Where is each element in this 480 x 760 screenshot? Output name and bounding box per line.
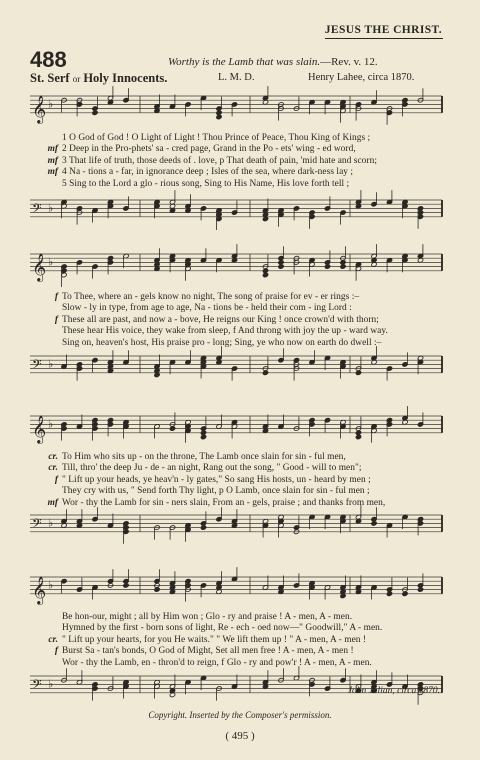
dynamic-marking xyxy=(30,486,62,497)
lyric-text: Hymned by the first - born sons of light, Re - ech - oed now—" Goodwill," A - men. xyxy=(62,623,383,634)
lyric-text: To Thee, where an - gels know no night, The song of praise for ev - er rings :– xyxy=(62,292,360,302)
tune-name-alternate: Holy Innocents. xyxy=(83,71,168,85)
lyric-text: These all are past, and now a - bove, He reigns our King ! once crown'd with thorn; xyxy=(62,314,379,325)
lyric-text: Wor - thy the Lamb for sin - ners slain, From an - gels, praise ; and thanks from men, xyxy=(62,497,386,508)
lyric-line xyxy=(30,623,442,634)
lyric-line xyxy=(30,167,442,178)
lyric-text: " Lift up your heads, ye heav'n - ly gates," So sang His hosts, un - heard by men ; xyxy=(62,474,371,485)
lyric-line xyxy=(30,315,442,326)
treble-clef-icon: 𝄞 xyxy=(32,575,47,604)
dynamic-marking: mf xyxy=(47,144,58,155)
author-credit: John Julian, circa 1870. xyxy=(347,686,440,696)
bass-clef-icon: 𝄢 xyxy=(32,200,42,219)
lyric-line xyxy=(30,452,442,463)
tune-name-or: or xyxy=(72,74,81,84)
lyric-text: To Him who sits up - on the throne, The Lamb once slain for sin - ful men, xyxy=(62,452,346,462)
lyric-line xyxy=(30,486,442,497)
lyrics-block-2 xyxy=(30,292,442,349)
epigraph xyxy=(168,56,378,68)
running-title: JESUS THE CHRIST. xyxy=(324,24,442,36)
dynamic-marking: mf xyxy=(47,167,58,178)
lyric-line xyxy=(30,612,442,623)
lyrics-block-1 xyxy=(30,133,442,190)
lyric-text: 4 Na - tions a - far, in ignorance deep ; Isles of the sea, where dark-ness lay ; xyxy=(62,167,354,178)
lyric-line xyxy=(30,475,442,486)
flat-sign-icon: ♭ xyxy=(48,97,54,111)
lyrics-block-4 xyxy=(30,612,442,669)
flat-sign-icon: ♭ xyxy=(48,255,54,269)
lyrics-block-3 xyxy=(30,452,442,509)
tune-name xyxy=(30,71,167,86)
bass-clef-icon: 𝄢 xyxy=(32,356,42,375)
epigraph-text: Worthy is the Lamb that was slain. xyxy=(168,56,321,68)
flat-sign-icon: ♭ xyxy=(48,357,54,371)
bass-clef-icon: 𝄢 xyxy=(32,676,42,695)
music-staff-bass-3 xyxy=(0,505,480,547)
lyric-line xyxy=(30,635,442,646)
music-staff-treble-1 xyxy=(0,86,480,136)
dynamic-marking: mf xyxy=(47,155,58,166)
tune-name-primary: St. Serf xyxy=(30,71,70,85)
flat-sign-icon: ♭ xyxy=(48,578,54,592)
dynamic-marking xyxy=(30,612,62,623)
flat-sign-icon: ♭ xyxy=(48,677,54,691)
dynamic-marking: cr. xyxy=(48,463,58,474)
treble-clef-icon: 𝄞 xyxy=(32,252,47,281)
flat-sign-icon: ♭ xyxy=(48,516,54,530)
lyric-text: They cry with us, " Send forth Thy light, p O Lamb, once slain for sin - ful men ; xyxy=(62,486,370,497)
bass-clef-icon: 𝄢 xyxy=(32,515,42,534)
lyric-line xyxy=(30,144,442,155)
epigraph-reference: —Rev. v. 12. xyxy=(320,56,378,68)
lyric-text: 5 Sing to the Lord a glo - rious song, Sing to His Name, His love forth tell ; xyxy=(62,178,350,189)
lyric-text: Sing on, heaven's host, His praise pro - long; Sing, ye who now on earth do dwell :– xyxy=(62,337,382,348)
dynamic-marking: mf xyxy=(47,497,58,508)
header-rule xyxy=(325,38,443,39)
lyric-text: 2 Deep in the Pro-phets' sa - cred page, Grand in the Po - ets' wing - ed word, xyxy=(62,144,356,155)
composer-credit: Henry Lahee, circa 1870. xyxy=(308,72,415,83)
lyric-line xyxy=(30,463,442,474)
lyric-text: 3 That life of truth, those deeds of . love, p That death of pain, 'mid hate and scorn; xyxy=(62,155,377,166)
page-number: ( 495 ) xyxy=(225,730,255,742)
dynamic-marking xyxy=(30,623,62,634)
lyric-line xyxy=(30,646,442,657)
dynamic-marking xyxy=(30,326,62,337)
lyric-line xyxy=(30,179,442,190)
lyric-text: Wor - thy the Lamb, en - thron'd to reign, f Glo - ry and pow'r ! A - men, A - men. xyxy=(62,657,372,668)
music-staff-treble-4 xyxy=(0,567,480,613)
hymn-number: 488 xyxy=(30,47,67,72)
lyric-text: Be hon-our, might ; all by Him won ; Glo - ry and praise ! A - men, A - men. xyxy=(62,612,353,622)
dynamic-marking xyxy=(30,133,62,144)
flat-sign-icon: ♭ xyxy=(48,201,54,215)
music-staff-treble-2 xyxy=(0,244,480,290)
lyric-text: Till, thro' the deep Ju - de - an night, Rang out the song, " Good - will to men"; xyxy=(62,463,362,474)
lyric-line xyxy=(30,133,442,144)
lyric-line xyxy=(30,326,442,337)
dynamic-marking: f xyxy=(54,292,58,302)
music-staff-bass-2 xyxy=(0,346,480,386)
music-staff-treble-3 xyxy=(0,406,480,452)
dynamic-marking: f xyxy=(54,474,58,485)
dynamic-marking: cr. xyxy=(48,634,58,645)
lyric-text: Slow - ly in type, from age to age, Na - tions be - held their com - ing Lord : xyxy=(62,303,352,314)
dynamic-marking: f xyxy=(54,646,58,657)
dynamic-marking xyxy=(30,179,62,190)
treble-clef-icon: 𝄞 xyxy=(32,414,47,443)
lyric-text: Burst Sa - tan's bonds, O God of Might, Set all men free ! A - men, A - men ! xyxy=(62,646,354,657)
meter: L. M. D. xyxy=(218,72,255,83)
treble-clef-icon: 𝄞 xyxy=(32,94,47,123)
lyric-line xyxy=(30,292,442,303)
lyric-text: " Lift up your hearts, for you He waits." " We lift them up ! " A - men, A - men ! xyxy=(62,634,367,645)
music-staff-bass-1 xyxy=(0,190,480,230)
lyric-line xyxy=(30,156,442,167)
dynamic-marking xyxy=(30,303,62,314)
lyric-text: 1 O God of God ! O Light of Light ! Thou Prince of Peace, Thou King of Kings ; xyxy=(62,133,371,143)
dynamic-marking: cr. xyxy=(48,452,58,462)
copyright-note: Copyright. Inserted by the Composer's permission. xyxy=(148,710,332,720)
dynamic-marking: f xyxy=(54,314,58,325)
flat-sign-icon: ♭ xyxy=(48,417,54,431)
lyric-text: These hear His voice, they wake from sleep, f And throng with joy the up - ward way. xyxy=(62,326,388,337)
lyric-line xyxy=(30,303,442,314)
